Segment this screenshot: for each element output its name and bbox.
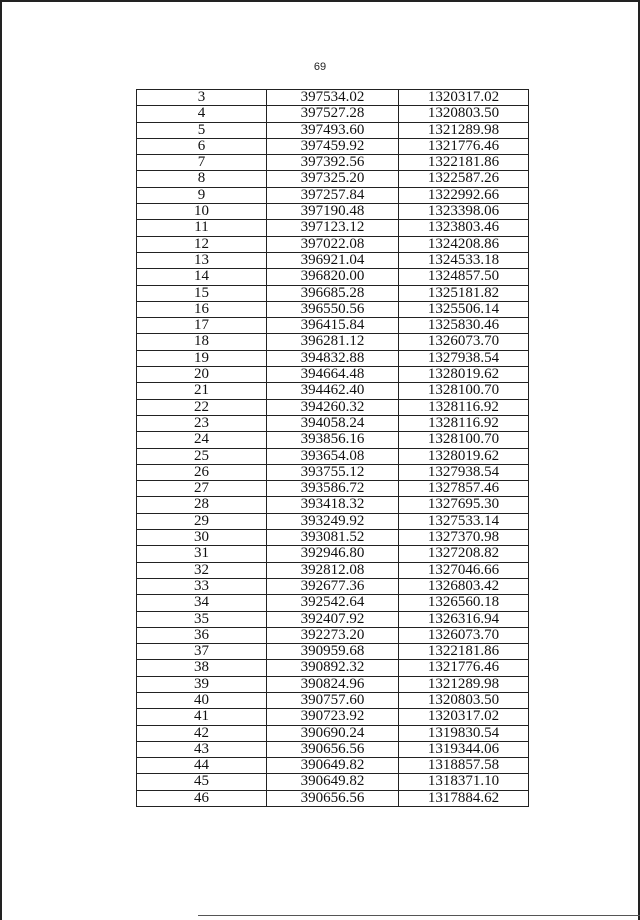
- x-coordinate-cell: 392677.36: [267, 578, 399, 594]
- y-coordinate-cell: 1325181.82: [399, 285, 529, 301]
- table-row: [137, 318, 529, 334]
- x-coordinate-cell: 390656.56: [267, 790, 399, 806]
- point-number-cell: 29: [137, 513, 267, 529]
- y-coordinate-cell: 1319344.06: [399, 741, 529, 757]
- y-coordinate-cell: 1323803.46: [399, 220, 529, 236]
- x-coordinate-cell: 394832.88: [267, 350, 399, 366]
- table-row: [137, 285, 529, 301]
- x-coordinate-cell: 390649.82: [267, 758, 399, 774]
- point-number-cell: 44: [137, 758, 267, 774]
- point-number-cell: 32: [137, 562, 267, 578]
- table-row: [137, 790, 529, 806]
- point-number-cell: 4: [137, 106, 267, 122]
- y-coordinate-cell: 1324533.18: [399, 252, 529, 268]
- x-coordinate-cell: 390892.32: [267, 660, 399, 676]
- x-coordinate-cell: 392946.80: [267, 546, 399, 562]
- table-row: [137, 171, 529, 187]
- point-number-cell: 7: [137, 155, 267, 171]
- x-coordinate-cell: 390656.56: [267, 741, 399, 757]
- y-coordinate-cell: 1326560.18: [399, 595, 529, 611]
- x-coordinate-cell: 397022.08: [267, 236, 399, 252]
- x-coordinate-cell: 390757.60: [267, 692, 399, 708]
- point-number-cell: 10: [137, 204, 267, 220]
- table-row: [137, 399, 529, 415]
- point-number-cell: 16: [137, 301, 267, 317]
- x-coordinate-cell: 394058.24: [267, 415, 399, 431]
- y-coordinate-cell: 1327046.66: [399, 562, 529, 578]
- x-coordinate-cell: 393755.12: [267, 464, 399, 480]
- table-row: [137, 269, 529, 285]
- table-row: [137, 448, 529, 464]
- y-coordinate-cell: 1322992.66: [399, 187, 529, 203]
- x-coordinate-cell: 393586.72: [267, 481, 399, 497]
- y-coordinate-cell: 1318371.10: [399, 774, 529, 790]
- table-row: [137, 595, 529, 611]
- table-row: [137, 334, 529, 350]
- y-coordinate-cell: 1327533.14: [399, 513, 529, 529]
- y-coordinate-cell: 1326073.70: [399, 334, 529, 350]
- page-border-left: [0, 0, 2, 920]
- y-coordinate-cell: 1327857.46: [399, 481, 529, 497]
- point-number-cell: 30: [137, 530, 267, 546]
- point-number-cell: 45: [137, 774, 267, 790]
- y-coordinate-cell: 1317884.62: [399, 790, 529, 806]
- point-number-cell: 37: [137, 644, 267, 660]
- table-row: [137, 350, 529, 366]
- table-row: [137, 644, 529, 660]
- x-coordinate-cell: 390649.82: [267, 774, 399, 790]
- point-number-cell: 17: [137, 318, 267, 334]
- point-number-cell: 3: [137, 90, 267, 106]
- y-coordinate-cell: 1327208.82: [399, 546, 529, 562]
- y-coordinate-cell: 1327695.30: [399, 497, 529, 513]
- table-row: [137, 383, 529, 399]
- table-row: [137, 774, 529, 790]
- table-row: [137, 546, 529, 562]
- y-coordinate-cell: 1328019.62: [399, 367, 529, 383]
- point-number-cell: 42: [137, 725, 267, 741]
- point-number-cell: 35: [137, 611, 267, 627]
- point-number-cell: 8: [137, 171, 267, 187]
- table-row: [137, 236, 529, 252]
- page-border-top: [0, 0, 640, 2]
- table-row: [137, 709, 529, 725]
- table-row: [137, 611, 529, 627]
- y-coordinate-cell: 1328116.92: [399, 415, 529, 431]
- table-row: [137, 692, 529, 708]
- table-row: [137, 676, 529, 692]
- y-coordinate-cell: 1326316.94: [399, 611, 529, 627]
- x-coordinate-cell: 397459.92: [267, 138, 399, 154]
- table-row: [137, 660, 529, 676]
- point-number-cell: 22: [137, 399, 267, 415]
- table-row: [137, 138, 529, 154]
- point-number-cell: 36: [137, 627, 267, 643]
- x-coordinate-cell: 390824.96: [267, 676, 399, 692]
- x-coordinate-cell: 390959.68: [267, 644, 399, 660]
- y-coordinate-cell: 1327938.54: [399, 350, 529, 366]
- x-coordinate-cell: 396921.04: [267, 252, 399, 268]
- point-number-cell: 14: [137, 269, 267, 285]
- y-coordinate-cell: 1321289.98: [399, 122, 529, 138]
- point-number-cell: 23: [137, 415, 267, 431]
- x-coordinate-cell: 397493.60: [267, 122, 399, 138]
- table-row: [137, 758, 529, 774]
- point-number-cell: 6: [137, 138, 267, 154]
- y-coordinate-cell: 1324857.50: [399, 269, 529, 285]
- table-row: [137, 562, 529, 578]
- x-coordinate-cell: 393249.92: [267, 513, 399, 529]
- y-coordinate-cell: 1326073.70: [399, 627, 529, 643]
- coordinates-table: [136, 89, 529, 807]
- x-coordinate-cell: 394260.32: [267, 399, 399, 415]
- point-number-cell: 39: [137, 676, 267, 692]
- point-number-cell: 18: [137, 334, 267, 350]
- point-number-cell: 31: [137, 546, 267, 562]
- point-number-cell: 38: [137, 660, 267, 676]
- table-row: [137, 627, 529, 643]
- x-coordinate-cell: 392812.08: [267, 562, 399, 578]
- point-number-cell: 40: [137, 692, 267, 708]
- point-number-cell: 13: [137, 252, 267, 268]
- y-coordinate-cell: 1320803.50: [399, 692, 529, 708]
- x-coordinate-cell: 397392.56: [267, 155, 399, 171]
- coordinates-table-body: [137, 90, 529, 807]
- x-coordinate-cell: 397527.28: [267, 106, 399, 122]
- y-coordinate-cell: 1328019.62: [399, 448, 529, 464]
- table-row: [137, 301, 529, 317]
- table-row: [137, 106, 529, 122]
- table-row: [137, 513, 529, 529]
- point-number-cell: 33: [137, 578, 267, 594]
- x-coordinate-cell: 396820.00: [267, 269, 399, 285]
- x-coordinate-cell: 392273.20: [267, 627, 399, 643]
- y-coordinate-cell: 1325506.14: [399, 301, 529, 317]
- x-coordinate-cell: 393856.16: [267, 432, 399, 448]
- x-coordinate-cell: 396281.12: [267, 334, 399, 350]
- y-coordinate-cell: 1322181.86: [399, 155, 529, 171]
- x-coordinate-cell: 393654.08: [267, 448, 399, 464]
- table-row: [137, 497, 529, 513]
- x-coordinate-cell: 393418.32: [267, 497, 399, 513]
- point-number-cell: 11: [137, 220, 267, 236]
- point-number-cell: 25: [137, 448, 267, 464]
- point-number-cell: 15: [137, 285, 267, 301]
- x-coordinate-cell: 390690.24: [267, 725, 399, 741]
- y-coordinate-cell: 1328100.70: [399, 383, 529, 399]
- y-coordinate-cell: 1328100.70: [399, 432, 529, 448]
- x-coordinate-cell: 392407.92: [267, 611, 399, 627]
- y-coordinate-cell: 1325830.46: [399, 318, 529, 334]
- x-coordinate-cell: 394664.48: [267, 367, 399, 383]
- table-row: [137, 187, 529, 203]
- page-number: 69: [313, 61, 327, 73]
- table-row: [137, 432, 529, 448]
- point-number-cell: 43: [137, 741, 267, 757]
- x-coordinate-cell: 397190.48: [267, 204, 399, 220]
- x-coordinate-cell: 393081.52: [267, 530, 399, 546]
- point-number-cell: 28: [137, 497, 267, 513]
- y-coordinate-cell: 1323398.06: [399, 204, 529, 220]
- x-coordinate-cell: 397534.02: [267, 90, 399, 106]
- x-coordinate-cell: 397123.12: [267, 220, 399, 236]
- table-row: [137, 481, 529, 497]
- table-row: [137, 578, 529, 594]
- point-number-cell: 24: [137, 432, 267, 448]
- bottom-rule: [198, 915, 640, 916]
- point-number-cell: 20: [137, 367, 267, 383]
- point-number-cell: 5: [137, 122, 267, 138]
- y-coordinate-cell: 1320317.02: [399, 90, 529, 106]
- x-coordinate-cell: 396415.84: [267, 318, 399, 334]
- x-coordinate-cell: 392542.64: [267, 595, 399, 611]
- point-number-cell: 34: [137, 595, 267, 611]
- point-number-cell: 19: [137, 350, 267, 366]
- point-number-cell: 21: [137, 383, 267, 399]
- table-row: [137, 464, 529, 480]
- y-coordinate-cell: 1320803.50: [399, 106, 529, 122]
- y-coordinate-cell: 1327370.98: [399, 530, 529, 546]
- x-coordinate-cell: 397325.20: [267, 171, 399, 187]
- y-coordinate-cell: 1321289.98: [399, 676, 529, 692]
- table-row: [137, 122, 529, 138]
- table-row: [137, 741, 529, 757]
- table-row: [137, 155, 529, 171]
- point-number-cell: 9: [137, 187, 267, 203]
- y-coordinate-cell: 1326803.42: [399, 578, 529, 594]
- y-coordinate-cell: 1318857.58: [399, 758, 529, 774]
- y-coordinate-cell: 1321776.46: [399, 660, 529, 676]
- table-row: [137, 415, 529, 431]
- x-coordinate-cell: 394462.40: [267, 383, 399, 399]
- point-number-cell: 41: [137, 709, 267, 725]
- x-coordinate-cell: 397257.84: [267, 187, 399, 203]
- table-row: [137, 725, 529, 741]
- table-row: [137, 204, 529, 220]
- y-coordinate-cell: 1327938.54: [399, 464, 529, 480]
- table-row: [137, 90, 529, 106]
- y-coordinate-cell: 1321776.46: [399, 138, 529, 154]
- table-row: [137, 252, 529, 268]
- x-coordinate-cell: 390723.92: [267, 709, 399, 725]
- x-coordinate-cell: 396685.28: [267, 285, 399, 301]
- y-coordinate-cell: 1319830.54: [399, 725, 529, 741]
- y-coordinate-cell: 1320317.02: [399, 709, 529, 725]
- x-coordinate-cell: 396550.56: [267, 301, 399, 317]
- table-row: [137, 367, 529, 383]
- table-row: [137, 220, 529, 236]
- point-number-cell: 12: [137, 236, 267, 252]
- y-coordinate-cell: 1322181.86: [399, 644, 529, 660]
- y-coordinate-cell: 1322587.26: [399, 171, 529, 187]
- point-number-cell: 46: [137, 790, 267, 806]
- y-coordinate-cell: 1324208.86: [399, 236, 529, 252]
- table-row: [137, 530, 529, 546]
- point-number-cell: 26: [137, 464, 267, 480]
- point-number-cell: 27: [137, 481, 267, 497]
- y-coordinate-cell: 1328116.92: [399, 399, 529, 415]
